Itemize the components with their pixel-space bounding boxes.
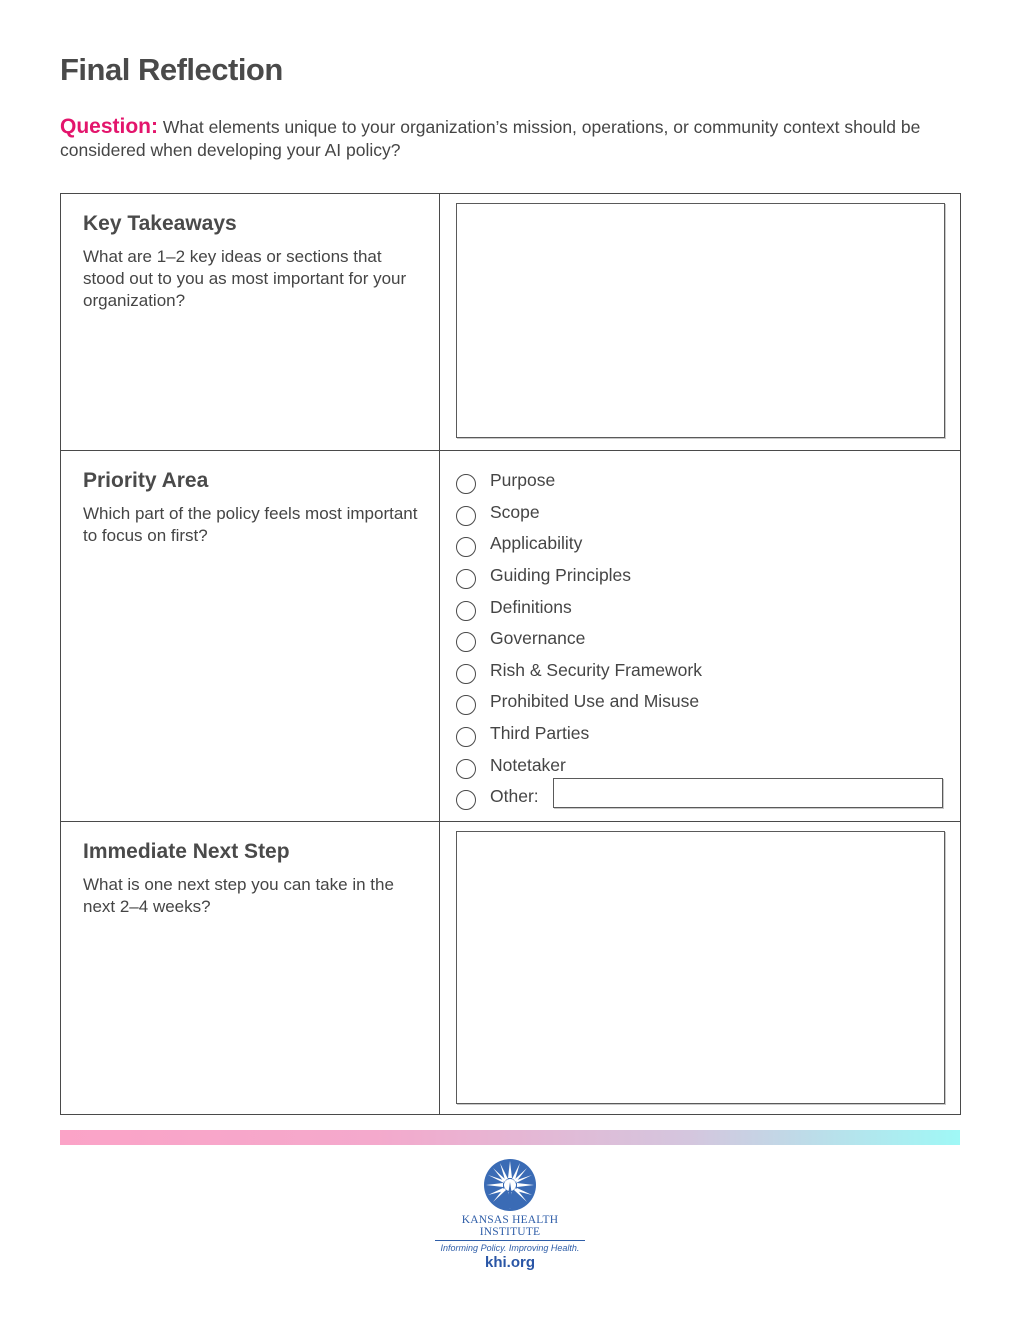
option-label: Governance: [490, 628, 586, 649]
org-name: KANSAS HEALTH INSTITUTE: [461, 1214, 559, 1238]
org-logo: [430, 1158, 590, 1271]
key-takeaways-label: [83, 212, 423, 312]
option-prohibited-use[interactable]: [456, 686, 946, 718]
radio-button[interactable]: [456, 759, 476, 779]
reflection-table: [60, 193, 961, 1115]
key-takeaways-prompt: What are 1–2 key ideas or sections that stood out to you as most important for your organization?: [83, 247, 407, 310]
option-label: Definitions: [490, 596, 572, 617]
priority-options: [456, 465, 946, 813]
key-takeaways-input[interactable]: [456, 203, 945, 438]
radio-button[interactable]: [456, 790, 476, 810]
option-other[interactable]: [456, 781, 946, 813]
radio-button[interactable]: [456, 537, 476, 557]
option-label: Scope: [490, 501, 540, 522]
radio-button[interactable]: [456, 506, 476, 526]
next-step-input[interactable]: [456, 831, 945, 1104]
website-link[interactable]: khi.org: [484, 1254, 535, 1271]
question: [60, 115, 960, 162]
option-label: Guiding Principles: [490, 565, 632, 586]
option-label: Rish & Security Framework: [490, 659, 702, 680]
next-step-heading: Immediate Next Step: [83, 840, 290, 863]
option-label: Third Parties: [490, 723, 590, 744]
option-label: Notetaker: [490, 754, 566, 775]
priority-area-label: [83, 469, 423, 547]
option-notetaker[interactable]: [456, 749, 946, 781]
radio-button[interactable]: [456, 632, 476, 652]
key-takeaways-row: [61, 194, 960, 449]
radio-button[interactable]: [456, 601, 476, 621]
option-scope[interactable]: [456, 497, 946, 529]
option-purpose[interactable]: [456, 465, 946, 497]
option-governance[interactable]: [456, 623, 946, 655]
option-applicability[interactable]: [456, 528, 946, 560]
option-guiding-principles[interactable]: [456, 560, 946, 592]
priority-area-row: [61, 450, 960, 821]
question-text: What elements unique to your organization’s mission, operations, or community context should be considered when developing your AI policy?: [60, 117, 921, 160]
starburst-logo-icon: [483, 1158, 537, 1212]
option-label: Other:: [490, 786, 539, 807]
option-label: Applicability: [490, 533, 583, 554]
option-label: Prohibited Use and Misuse: [490, 691, 700, 712]
radio-button[interactable]: [456, 727, 476, 747]
other-text-field[interactable]: [553, 778, 943, 808]
option-definitions[interactable]: [456, 591, 946, 623]
radio-button[interactable]: [456, 664, 476, 684]
logo-divider: [435, 1240, 585, 1241]
option-label: Purpose: [490, 470, 556, 491]
key-takeaways-heading: Key Takeaways: [83, 212, 237, 235]
org-tagline: Informing Policy. Improving Health.: [440, 1243, 580, 1253]
gradient-divider: [60, 1130, 960, 1145]
radio-button[interactable]: [456, 569, 476, 589]
priority-area-prompt: Which part of the policy feels most important to focus on first?: [83, 504, 418, 545]
radio-button[interactable]: [456, 474, 476, 494]
option-risk-security[interactable]: [456, 655, 946, 687]
radio-button[interactable]: [456, 695, 476, 715]
next-step-prompt: What is one next step you can take in the next 2–4 weeks?: [83, 875, 394, 916]
option-third-parties[interactable]: [456, 718, 946, 750]
next-step-row: [61, 821, 960, 1115]
next-step-label: [83, 840, 423, 918]
priority-area-heading: Priority Area: [83, 469, 209, 492]
page-title: Final Reflection: [60, 52, 283, 87]
question-label: Question:: [60, 115, 158, 138]
